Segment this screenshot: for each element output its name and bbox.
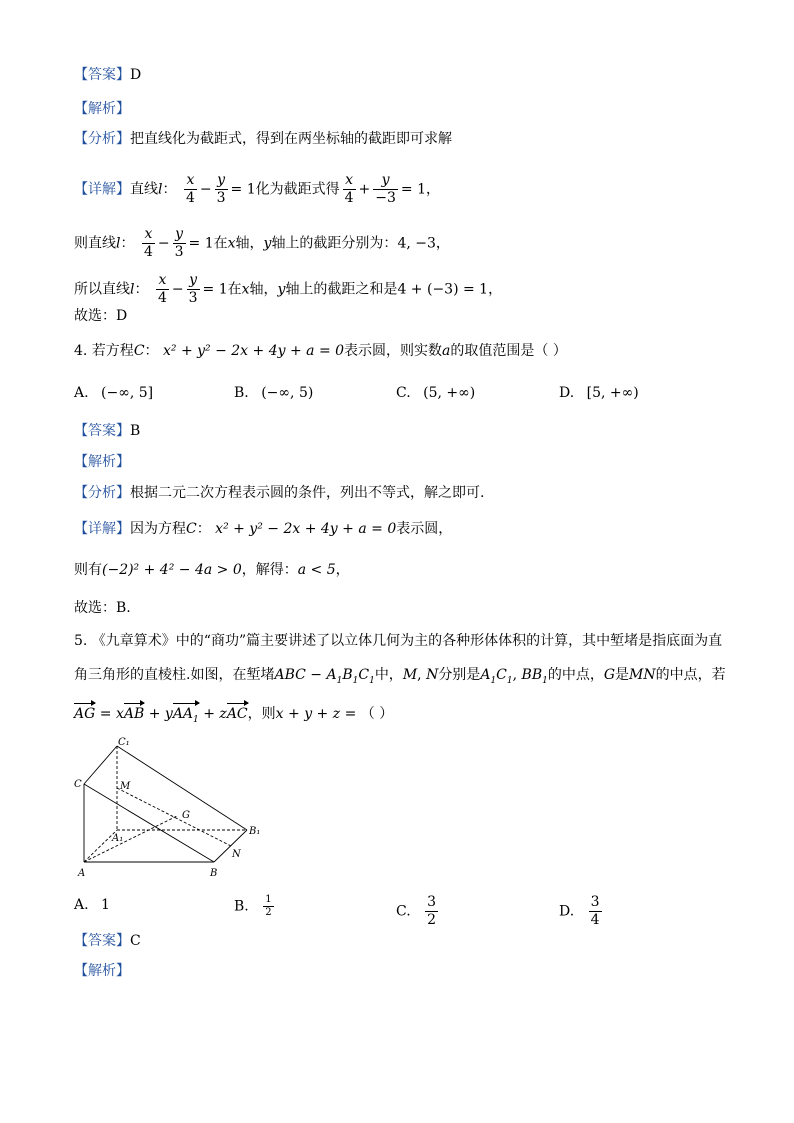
q5-option-b: B. $\frac{1}{2}$ [234,894,272,918]
edge-c1-c [84,746,117,784]
q4-option-b: B. (−∞, 5) [234,385,314,401]
q5-stem-line3: AG = xAB + yAA$_1$ + zAC，则x + y + z = （ ） [74,704,393,730]
q4-option-d: D. [5, +∞) [559,385,639,401]
q4-detail-equation: x² + y² − 2x + 4y + a = 0 [215,521,397,537]
fraction-x-4-c: $\frac{x}{4}$ [143,226,153,260]
q4-option-a: A. (−∞, 5] [74,385,154,401]
q5-analysis-line [74,961,130,981]
q4-stem-suffix2: 的取值范围是（ ） [450,343,567,359]
answer-tag: 【答案】 [74,933,130,949]
q4-solution: a < 5 [297,562,336,578]
fraction-x-4-b: $\frac{x}{4}$ [344,172,354,206]
fenxi-tag: 【分析】 [74,485,130,501]
q3-detail-text: 直线 [130,181,158,198]
label-b1: B₁ [249,826,261,837]
q4-answer-value: B [130,423,141,439]
q5-option-c: C. $\frac{3}{2}$ [396,894,437,928]
answer-tag: 【答案】 [74,67,130,83]
q3-intercept-sum: 4 + (−3) = 1 [397,281,489,298]
q5-stem-c: 分别是 [438,667,481,683]
q3-answer-line [74,65,141,85]
q5-stem-end: （ ） [360,706,394,722]
q3-fenxi-line [74,129,452,149]
q5-stem-line2: 角三角形的直棱柱.如图，在堑堵ABC − $A_1B_1C_1$中，M, N分别是$A_1C_1$, $BB_1$的中点，G是MN的中点，若 [74,667,726,686]
q5-stem-d: 的中点， [547,667,604,683]
q4-conclusion: 故选：B. [74,600,131,616]
q4-stem-suffix: 表示圆，则实数 [344,343,443,359]
q4-analysis-line [74,452,130,472]
q5-option-b-frac: $\frac{1}{2}$ [265,894,272,918]
q4-line2-prefix: 则有 [74,562,102,578]
q4-detail-text: 因为方程 [130,521,186,537]
q5-stem-b: 中， [374,667,403,683]
q4-fenxi-text: 根据二元二次方程表示圆的条件，列出不等式，解之即可. [130,485,485,501]
q4-stem: 4. 若方程C： x² + y² − 2x + 4y + a = 0表示圆，则实数a的取值范围是（ ） [74,343,567,359]
q5-stem-e: 是 [615,667,630,683]
q3-line3-mid2: 轴， [249,281,278,298]
q3-line2-mid: 在 [213,235,228,252]
q3-analysis-line [74,99,130,119]
q3-line2-mid3: 轴上的截距分别为： [271,235,398,252]
q5-answer-line [74,931,141,951]
label-n: N [232,849,241,860]
q4-line2: 则有(−2)² + 4² − 4a > 0，解得：a < 5， [74,562,350,578]
detail-tag: 【详解】 [74,181,130,198]
line-var: l [158,181,163,198]
q4-line2-mid: ，解得： [241,562,298,578]
q3-conclusion: 故选：D [74,308,128,324]
q3-line2-mid2: 轴， [235,235,264,252]
prism-figure [74,736,274,878]
q5-answer-value: C [130,933,141,949]
q5-option-a: A. 1 [74,897,110,913]
q4-option-c: C. (5, +∞) [396,385,476,401]
q3-line3-mid3: 轴上的截距之和是 [285,281,398,298]
q5-stem-f: 的中点，若 [655,667,726,683]
detail-tag: 【详解】 [74,521,130,537]
analysis-tag: 【解析】 [74,963,130,979]
segment-a-g [84,816,177,862]
q5-option-c-frac: $\frac{3}{2}$ [427,894,437,928]
q4-answer-line [74,421,140,441]
label-b: B [210,868,218,878]
analysis-tag: 【解析】 [74,454,130,470]
q3-detail-line: 【详解】直线l： $\frac{x}{4}$ − $\frac{y}{3}$ = 1化为截距式得 $\frac{x}{4}$ + $\frac{y}{-3}$ = 1， [74,172,440,206]
q3-intercepts: 4, −3 [397,235,436,252]
q5-option-d-frac: $\frac{3}{4}$ [590,894,600,928]
q5-option-d: D. $\frac{3}{4}$ [559,894,600,928]
q5-stem-suffix: ，则 [247,706,276,722]
label-g: G [182,810,190,821]
q3-detail-text-2: 化为截距式得 [255,181,340,198]
q4-detail-suffix: 表示圆， [396,521,453,537]
q4-detail-line: 【详解】因为方程C： x² + y² − 2x + 4y + a = 0表示圆， [74,521,453,537]
label-a: A [78,868,86,878]
q4-inequality: (−2)² + 4² − 4a > 0 [102,562,242,578]
q3-line3-prefix: 所以直线 [74,281,130,298]
q3-line2: 则直线l： $\frac{x}{4}$ − $\frac{y}{3}$ = 1在x轴，y轴上的截距分别为：4, −3， [74,226,450,260]
fraction-x-4: $\frac{x}{4}$ [185,172,195,206]
q3-line3-mid: 在 [227,281,242,298]
q4-fenxi-line [74,483,484,503]
analysis-tag: 【解析】 [74,101,130,117]
q3-fenxi-text: 把直线化为截距式，得到在两坐标轴的截距即可求解 [130,131,452,147]
fraction-y-3-d: $\frac{y}{3}$ [188,272,198,306]
label-c1: C₁ [118,737,130,748]
fraction-y-3: $\frac{y}{3}$ [216,172,226,206]
fraction-y-3-c: $\frac{y}{3}$ [174,226,184,260]
q3-answer-value: D [130,67,142,83]
q3-line3: 所以直线l： $\frac{x}{4}$ − $\frac{y}{3}$ = 1在x轴，y轴上的截距之和是4 + (−3) = 1， [74,272,503,306]
q5-stem-line1: 5. 《九章算术》中的“商功”篇主要讲述了以立体几何为主的各种形体体积的计算，其中堑堵是指底面为直 [74,633,723,649]
label-a1: A₁ [112,833,124,844]
fraction-y-neg3: $\frac{y}{-3}$ [375,172,396,206]
fenxi-tag: 【分析】 [74,131,130,147]
label-m: M [120,781,131,792]
answer-tag: 【答案】 [74,423,130,439]
q3-line2-prefix: 则直线 [74,235,116,252]
q4-equation: x² + y² − 2x + 4y + a = 0 [162,343,345,359]
fraction-x-4-d: $\frac{x}{4}$ [157,272,167,306]
label-c: C [74,779,82,790]
q5-stem-a: 角三角形的直棱柱.如图，在堑堵 [74,667,275,683]
q4-stem-prefix: 4. 若方程 [74,343,134,359]
